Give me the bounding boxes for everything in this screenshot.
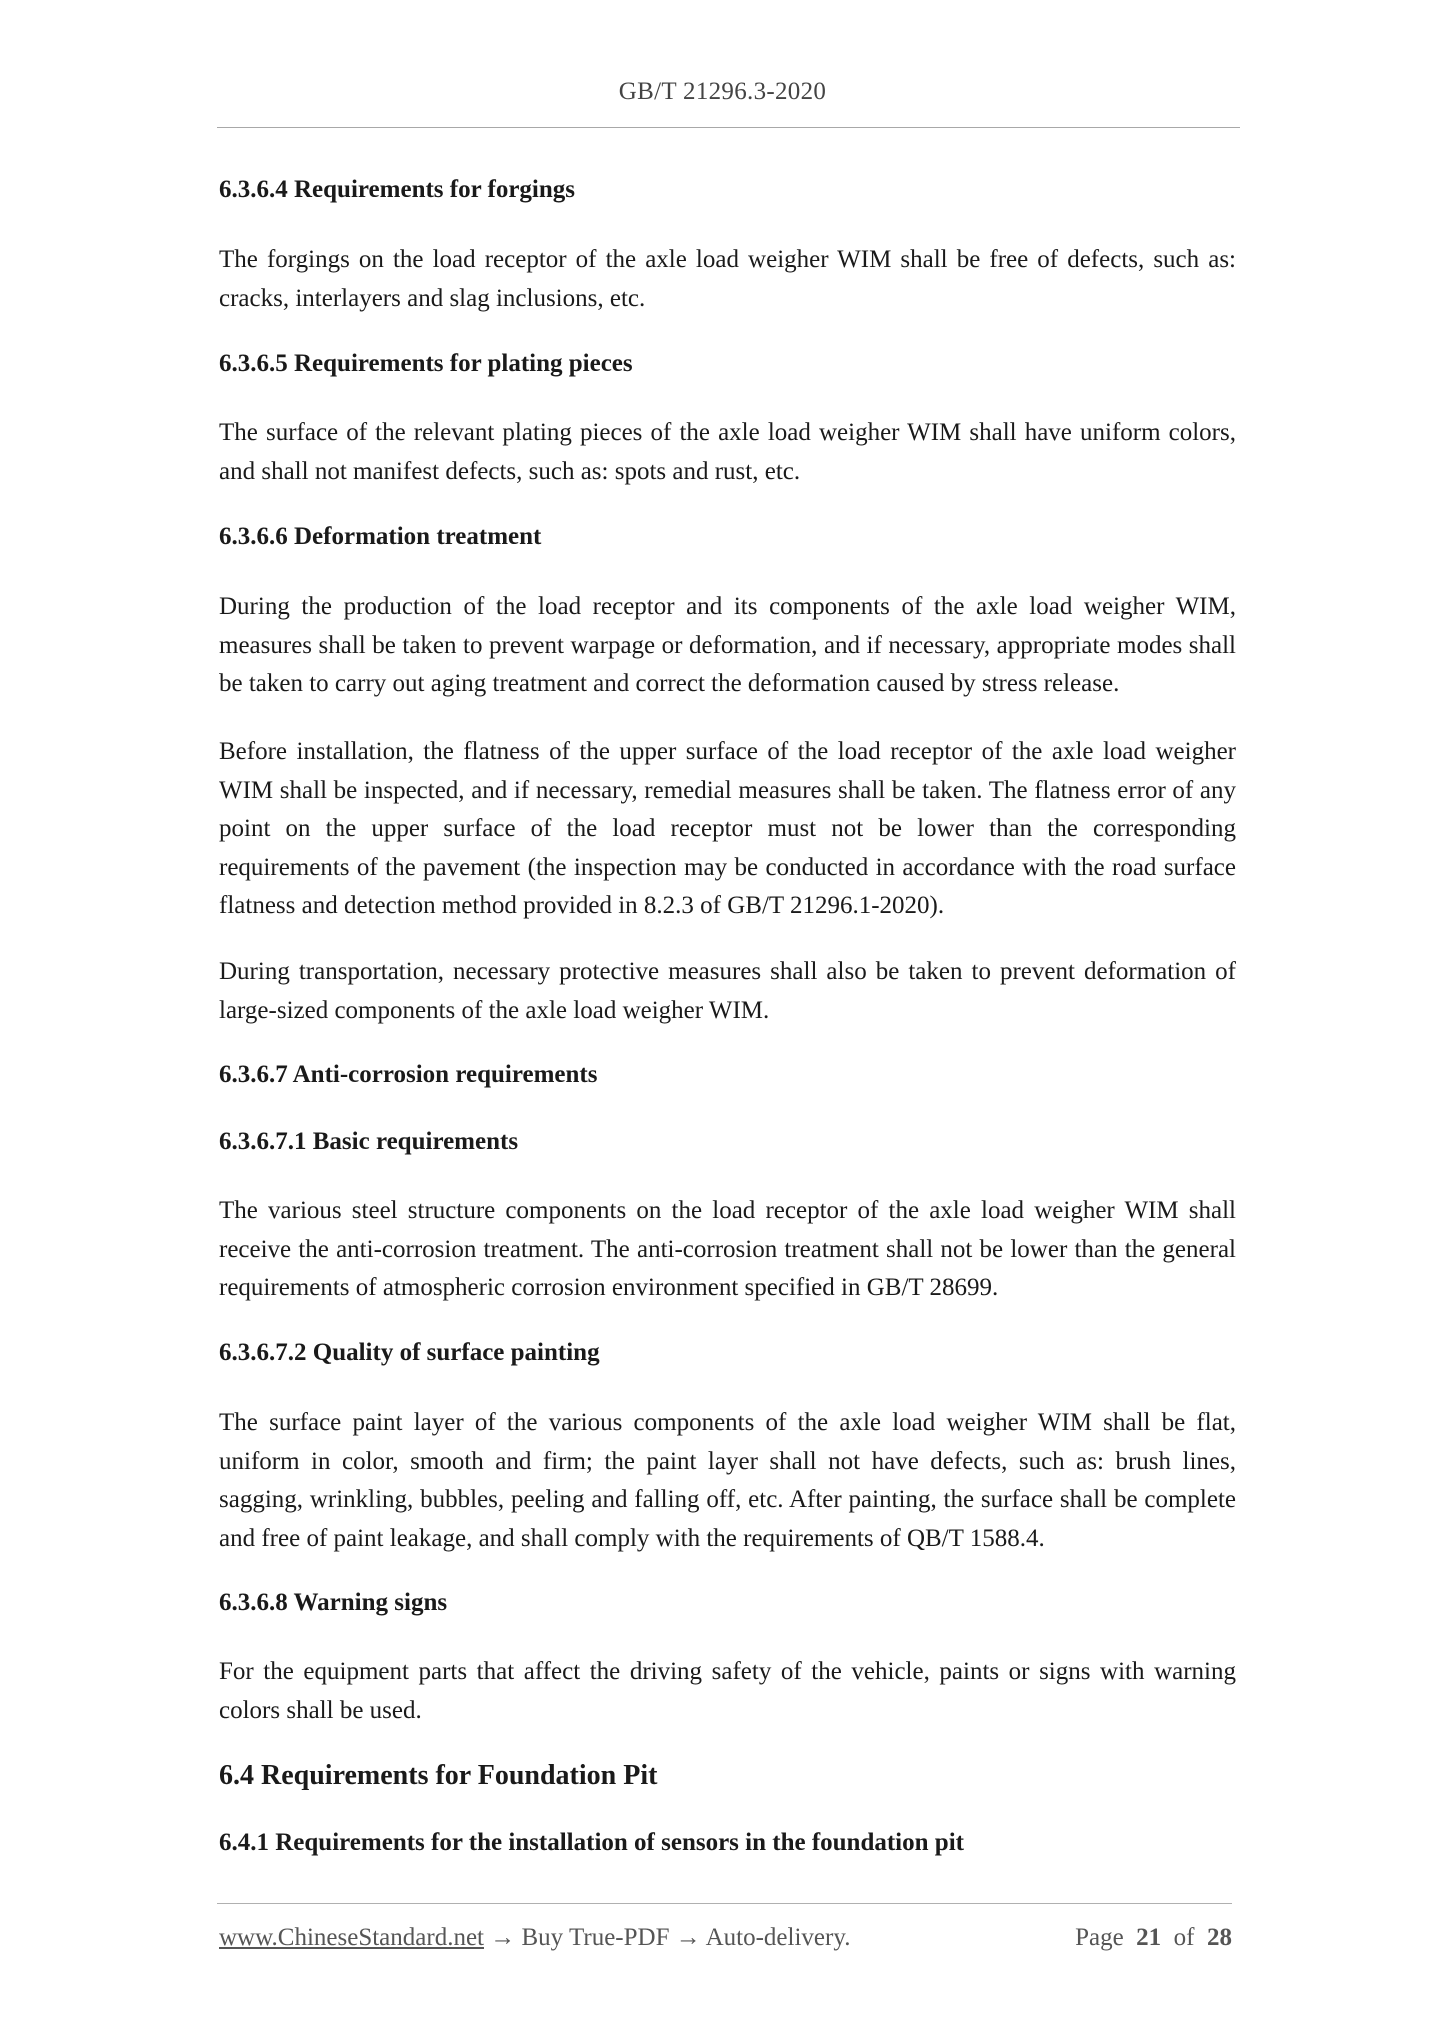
section-heading-6-4: 6.4 Requirements for Foundation Pit (219, 1760, 658, 1791)
section-heading-6-3-6-4: 6.3.6.4 Requirements for forgings (219, 176, 575, 203)
footer-divider (217, 1903, 1232, 1904)
buy-true-pdf-text: Buy True-PDF (521, 1924, 670, 1951)
paragraph-warning-signs: For the equipment parts that affect the driving safety of the vehicle, paints or signs with warning colors shall be used. (219, 1658, 1236, 1724)
auto-delivery-text: Auto-delivery. (705, 1924, 851, 1951)
site-link[interactable]: www.ChineseStandard.net (219, 1924, 484, 1951)
section-heading-6-3-6-7: 6.3.6.7 Anti-corrosion requirements (219, 1061, 598, 1088)
section-heading-6-3-6-5: 6.3.6.5 Requirements for plating pieces (219, 350, 633, 377)
paragraph-basic-requirements: The various steel structure components on the load receptor of the axle load weigher WIM shall receive the anti-corrosion treatment. The anti-corrosion treatment shall not be lower than the general requirements of atmospheric corrosion environment specified in GB/T 28699. (219, 1197, 1236, 1301)
total-pages: 28 (1207, 1924, 1232, 1951)
section-heading-6-3-6-7-1: 6.3.6.7.1 Basic requirements (219, 1128, 519, 1155)
arrow-right-icon: → (490, 1924, 516, 1951)
footer-promo (219, 1924, 850, 1952)
section-heading-6-3-6-7-2: 6.3.6.7.2 Quality of surface painting (219, 1339, 600, 1366)
header-divider (217, 127, 1240, 128)
paragraph-deformation-transportation: During transportation, necessary protective measures shall also be taken to prevent deformation of large-sized components of the axle load weigher WIM. (219, 958, 1236, 1024)
page-number (1075, 1924, 1232, 1952)
paragraph-surface-painting: The surface paint layer of the various components of the axle load weigher WIM shall be flat, uniform in color, smooth and firm; the paint layer shall not have defects, such as: brush lines, sagging, wrinkling, bubbles, peeling and falling off, etc. After painting, the surface shall be complete and free of paint leakage, and shall comply with the requirements of QB/T 1588.4. (219, 1409, 1236, 1552)
paragraph-forgings: The forgings on the load receptor of the axle load weigher WIM shall be free of defects, such as: cracks, interlayers and slag inclusions, etc. (219, 246, 1236, 312)
section-heading-6-3-6-8: 6.3.6.8 Warning signs (219, 1589, 448, 1616)
current-page: 21 (1136, 1924, 1162, 1951)
of-label: of (1173, 1924, 1195, 1951)
page-header-title: GB/T 21296.3-2020 (618, 78, 827, 105)
page-label: Page (1075, 1924, 1124, 1951)
paragraph-deformation-production: During the production of the load receptor and its components of the axle load weigher WIM, measures shall be taken to prevent warpage or deformation, and if necessary, appropriate modes shall be taken to carry out aging treatment and correct the deformation caused by stress release. (219, 593, 1236, 697)
section-heading-6-4-1: 6.4.1 Requirements for the installation of sensors in the foundation pit (219, 1829, 964, 1856)
arrow-right-icon: → (675, 1924, 701, 1951)
section-heading-6-3-6-6: 6.3.6.6 Deformation treatment (219, 523, 542, 550)
paragraph-plating-pieces: The surface of the relevant plating pieces of the axle load weigher WIM shall have uniform colors, and shall not manifest defects, such as: spots and rust, etc. (219, 419, 1236, 485)
paragraph-deformation-installation: Before installation, the flatness of the upper surface of the load receptor of the axle load weigher WIM shall be inspected, and if necessary, remedial measures shall be taken. The flatness error of any point on the upper surface of the load receptor must not be lower than the corresponding requirements of the pavement (the inspection may be conducted in accordance with the road surface flatness and detection method provided in 8.2.3 of GB/T 21296.1-2020). (219, 738, 1236, 919)
